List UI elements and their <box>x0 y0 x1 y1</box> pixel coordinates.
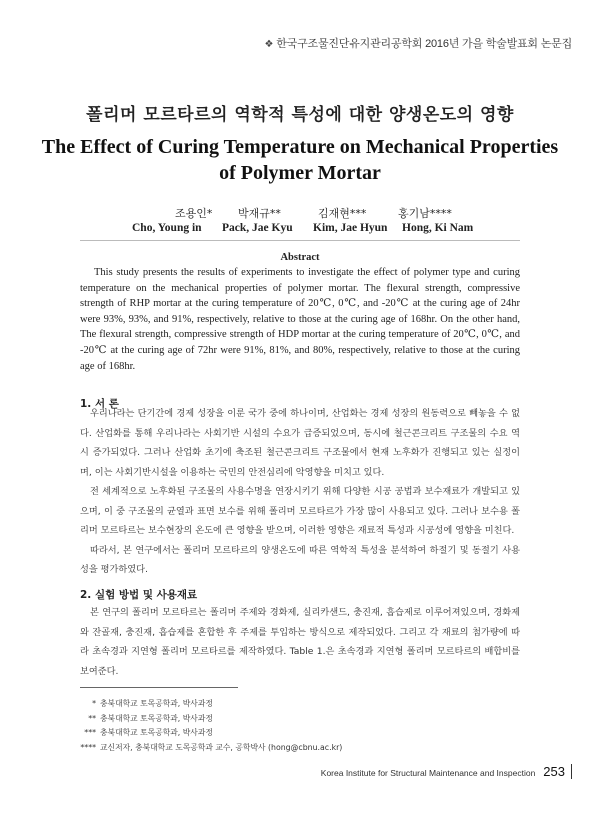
section-body <box>80 404 520 580</box>
author-name-ko: 홍기남**** <box>398 207 452 220</box>
title-korean: 폴리머 모르타르의 역학적 특성에 대한 양생온도의 영향 <box>86 105 514 125</box>
section-body <box>80 603 520 681</box>
journal-header <box>264 35 572 51</box>
footnote: * 충북대학교 토목공학과, 박사과정 <box>92 699 213 708</box>
footnote: **** 교신저자, 충북대학교 도목공학과 교수, 공학박사 (hong@cbnu.ac.kr) <box>80 742 343 752</box>
author-name-en: Pack, Jae Kyu <box>222 222 293 234</box>
paragraph: 전 세계적으로 노후화된 구조물의 사용수명을 연장시키기 위해 다양한 시공 공법과 보수재료가 개발되고 있으며, 이 중 구조물의 균열과 표면 보수를 위해 폴리머 모르타르가 가장 많이 사용되고 있다. 그러나 보수용 폴리머 모르타르는 보수현장의 온도에 큰 영향을 받으며, 이러한 영향은 재료적 특성과 시공성에 영향을 미친다. <box>80 486 520 536</box>
divider <box>80 240 520 241</box>
footnote: ** 충북대학교 토목공학과, 박사과정 <box>88 713 213 723</box>
footnote: *** 충북대학교 토목공학과, 박사과정 <box>84 728 213 737</box>
abstract-body: This study presents the results of experiments to investigate the effect of polymer type and curing temperature on the mechanical properties of polymer mortar. The flexural strength, compressive strength of RHP mortar at the curing temperature of 20℃, 0℃, and -20℃ at the curing age of 24hr were 93%, 93%, and 91%, respectively, relative to those at the curing age of 168hr. On the other hand, The flexural strength, compressive strength of HDP mortar at the curing temperature of 20℃, 0℃, and -20℃ at the curing age of 72hr were 91%, 81%, and 80%, respectively, relative to those at the curing age of 168hr. <box>80 267 520 372</box>
footnotes <box>80 697 342 755</box>
author-name-ko: 조용인* <box>175 207 213 220</box>
author-name-ko: 김재현*** <box>318 207 367 220</box>
paragraph: 본 연구의 폴리머 모르타르는 폴리머 주제와 경화제, 실리카샌드, 충진재, 흡습제로 이루어져있으며, 경화제와 잔골재, 충진재, 흡습제를 혼합한 후 주제를 투입하는 방식으로 제작되었다. 그리고 각 재료의 첨가량에 따라 초속경과 지연형 폴리머 모르타르를 제작하였다. Table 1.은 초속경과 지연형 폴리머 모르타르의 배합비를 보여준다. <box>80 607 520 677</box>
journal-name: 한국구조물진단유지관리공학회 2016년 가을 학술발표회 논문집 <box>276 38 572 50</box>
paragraph: 우리나라는 단기간에 경제 성장을 이룬 국가 중에 하나이며, 산업화는 경제 성장의 원동력으로 빼놓을 수 없다. 산업화를 통해 우리나라는 사회기반 시설의 수요가 급증되었으며, 동시에 철근콘크리트 구조물의 수요 역시 증가되었다. 그러나 산업화 초기에 축조된 철근콘크리트 구조물에서 현재 노후화가 진행되고 있는 실정이며, 이는 사회기반시설을 이용하는 국민의 안전심리에 악영향을 미치고 있다. <box>80 408 520 478</box>
footnote-divider <box>80 687 238 688</box>
title-english: The Effect of Curing Temperature on Mechanical Properties of Polymer Mortar <box>41 136 559 184</box>
footer-institute: Korea Institute for Structural Maintenance and Inspection <box>320 768 536 778</box>
author-name-en: Hong, Ki Nam <box>402 222 474 234</box>
paragraph: 따라서, 본 연구에서는 폴리머 모르타르의 양생온도에 따른 역학적 특성을 분석하여 하절기 및 동절기 사용성을 평가하였다. <box>80 544 520 575</box>
page-footer <box>321 764 572 779</box>
author-name-ko: 박재규** <box>238 207 281 220</box>
page-number: 253 <box>543 764 572 779</box>
section-heading: 2. 실험 방법 및 사용재료 <box>80 589 198 601</box>
section-heading: 1. 서 론 <box>80 398 119 410</box>
author-name-en: Kim, Jae Hyun <box>313 222 388 234</box>
logo-icon: ❖ <box>264 39 274 50</box>
abstract-heading: Abstract <box>280 252 320 263</box>
author-name-en: Cho, Young in <box>132 222 202 234</box>
